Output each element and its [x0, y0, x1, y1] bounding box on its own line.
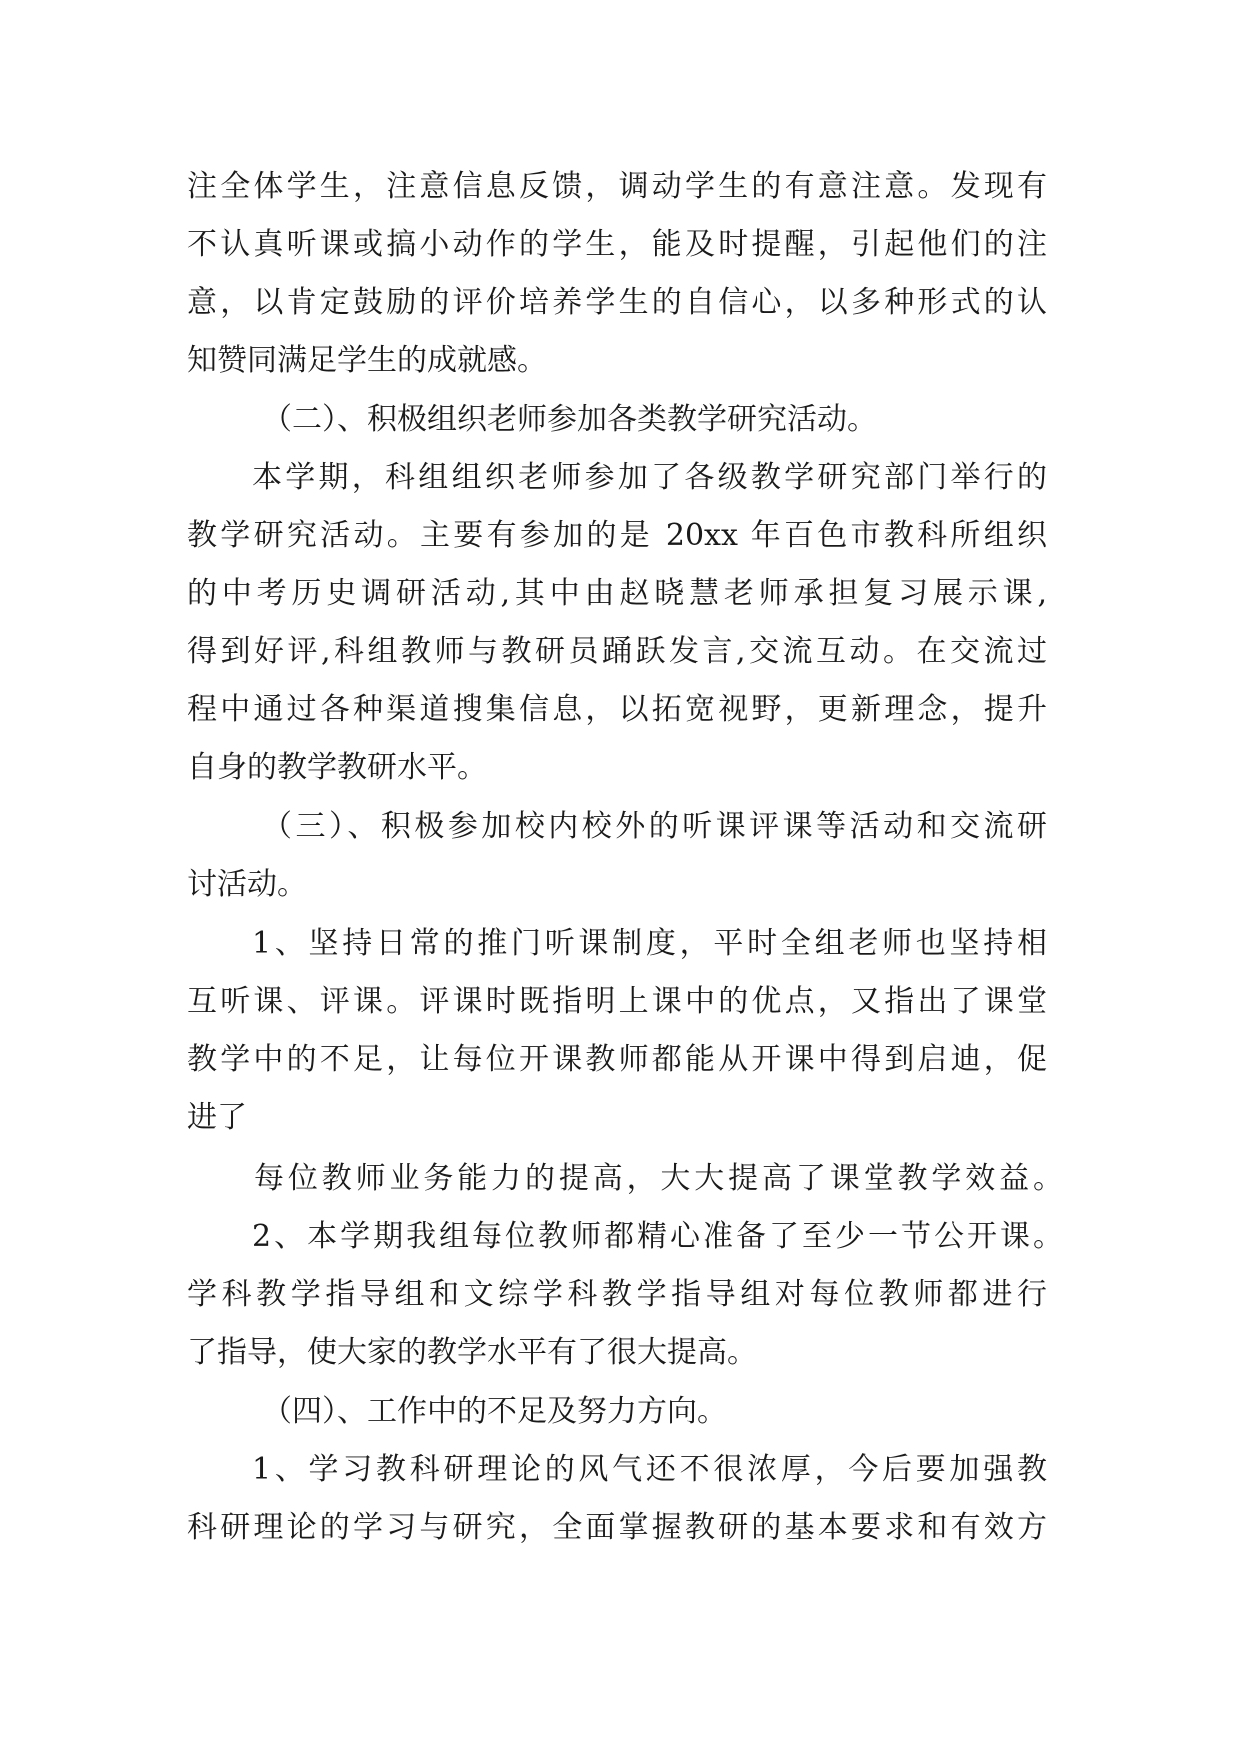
section-heading: （四）、工作中的不足及努力方向。	[262, 1394, 727, 1429]
text-line: 的中考历史调研活动,其中由赵晓慧老师承担复习展示课,	[187, 576, 1047, 611]
text-line: 教学研究活动。主要有参加的是 20xx 年百色市教科所组织	[187, 518, 1047, 553]
text-line: 知赞同满足学生的成就感。	[187, 343, 547, 378]
text-line: 意，以肯定鼓励的评价培养学生的自信心，以多种形式的认	[187, 285, 1047, 320]
section-heading: （二）、积极组织老师参加各类教学研究活动。	[262, 402, 877, 437]
text-line: 进了	[187, 1100, 247, 1135]
text-line: 教学中的不足，让每位开课教师都能从开课中得到启迪，促	[187, 1042, 1047, 1077]
text-line: 不认真听课或搞小动作的学生，能及时提醒，引起他们的注	[187, 227, 1047, 262]
text-line: 注全体学生，注意信息反馈，调动学生的有意注意。发现有	[187, 169, 1047, 204]
text-line: 2、本学期我组每位教师都精心准备了至少一节公开课。	[252, 1219, 1063, 1254]
text-line: 科研理论的学习与研究，全面掌握教研的基本要求和有效方	[187, 1510, 1047, 1545]
text-line: 互听课、评课。评课时既指明上课中的优点，又指出了课堂	[187, 984, 1047, 1019]
text-line: 讨活动。	[187, 867, 307, 902]
text-line: 每位教师业务能力的提高，大大提高了课堂教学效益。	[254, 1161, 1063, 1196]
text-line: 程中通过各种渠道搜集信息，以拓宽视野，更新理念，提升	[187, 692, 1047, 727]
text-line: 得到好评,科组教师与教研员踊跃发言,交流互动。在交流过	[187, 634, 1047, 669]
text-line: 1、学习教科研理论的风气还不很浓厚，今后要加强教	[252, 1452, 1047, 1487]
text-line: 自身的教学教研水平。	[187, 750, 487, 785]
text-line: 1、坚持日常的推门听课制度，平时全组老师也坚持相	[252, 926, 1047, 961]
section-heading: （三）、积极参加校内校外的听课评课等活动和交流研	[262, 809, 1047, 844]
text-line: 学科教学指导组和文综学科教学指导组对每位教师都进行	[187, 1277, 1047, 1312]
text-line: 本学期，科组组织老师参加了各级教学研究部门举行的	[252, 460, 1047, 495]
text-line: 了指导，使大家的教学水平有了很大提高。	[187, 1335, 757, 1370]
